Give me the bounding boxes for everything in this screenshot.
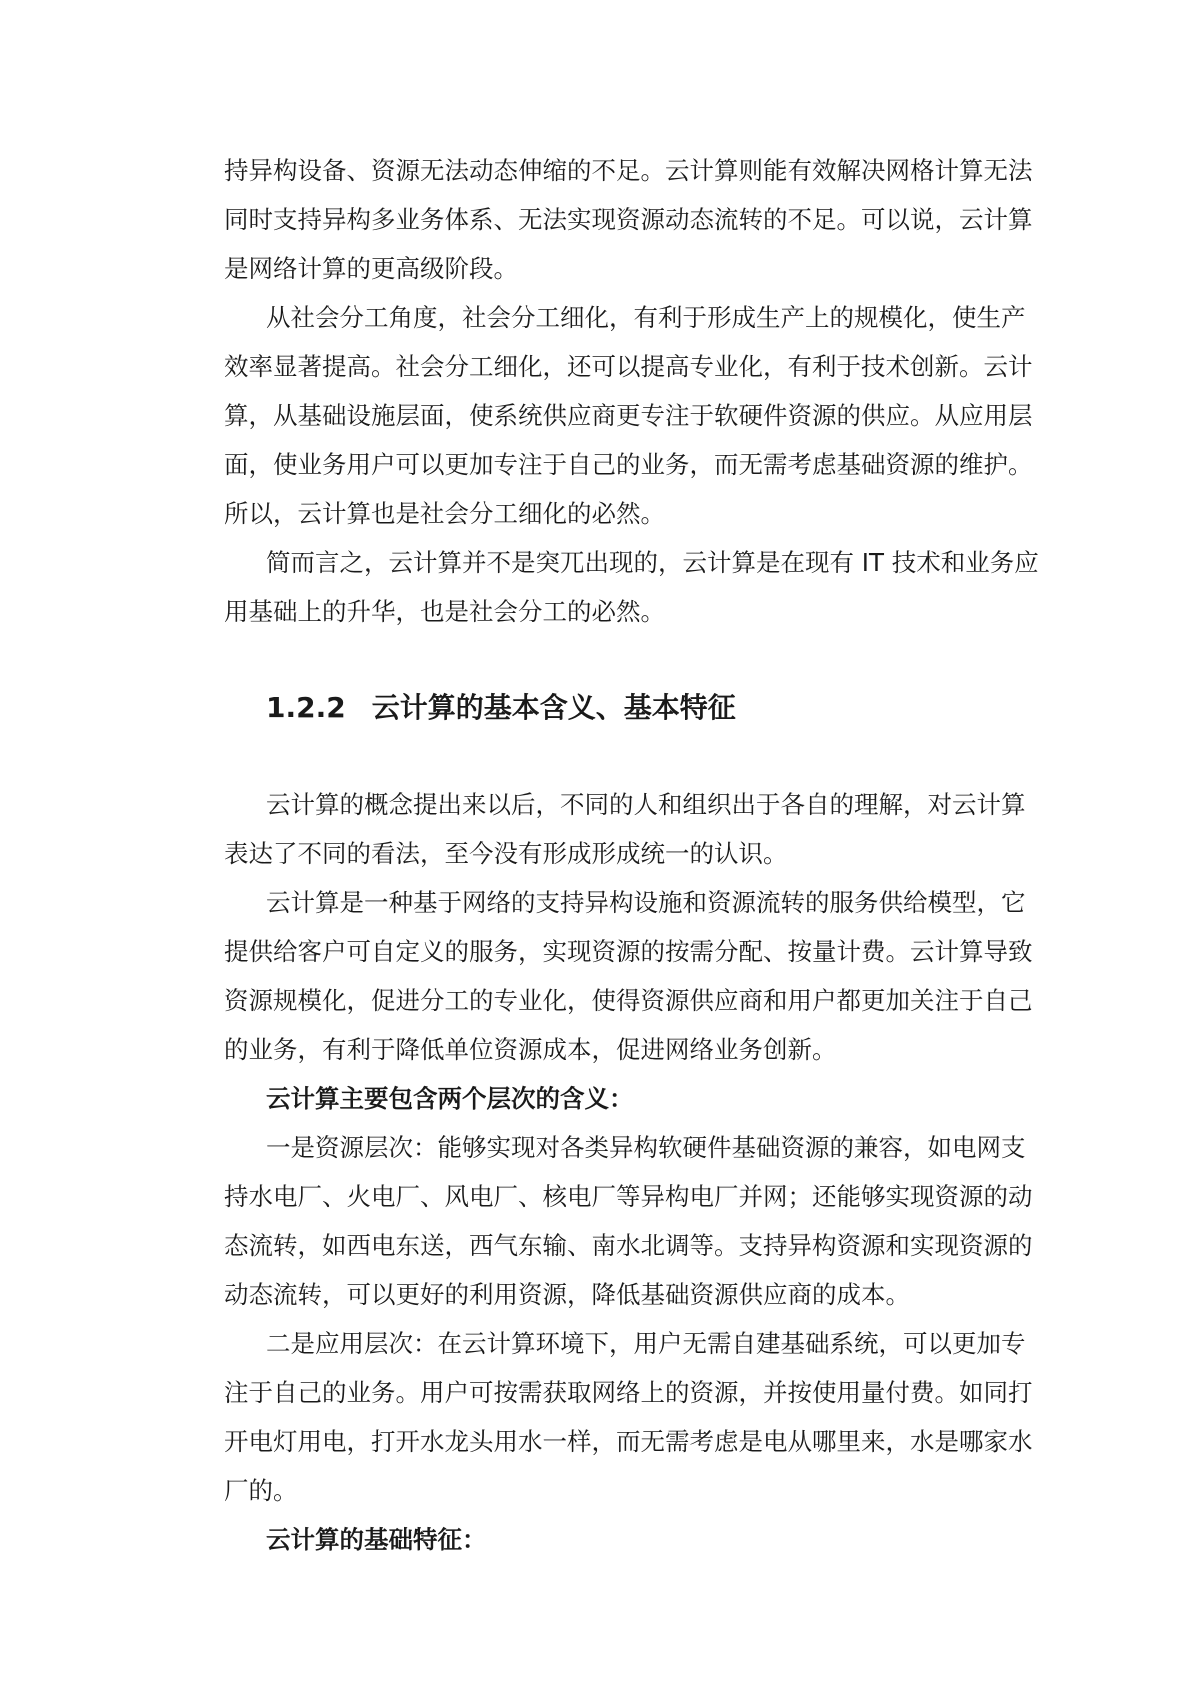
body-text-line: 开电灯用电，打开水龙头用水一样，而无需考虑是电从哪里来，水是哪家水 <box>224 1427 1033 1456</box>
body-text-line: 二是应用层次：在云计算环境下，用户无需自建基础系统，可以更加专 <box>266 1329 1026 1358</box>
body-text-line: 简而言之，云计算并不是突兀出现的，云计算是在现有 IT 技术和业务应 <box>266 548 1039 577</box>
body-text-line: 所以，云计算也是社会分工细化的必然。 <box>224 499 665 528</box>
body-text-line: 持异构设备、资源无法动态伸缩的不足。云计算则能有效解决网格计算无法 <box>224 156 1033 185</box>
body-text-line: 注于自己的业务。用户可按需获取网络上的资源，并按使用量付费。如同打 <box>224 1378 1033 1407</box>
body-text-line: 是网络计算的更高级阶段。 <box>224 254 518 283</box>
body-text-line: 态流转，如西电东送，西气东输、南水北调等。支持异构资源和实现资源的 <box>224 1231 1033 1260</box>
body-text-line: 效率显著提高。社会分工细化，还可以提高专业化，有利于技术创新。云计 <box>224 352 1033 381</box>
body-text-line: 用基础上的升华，也是社会分工的必然。 <box>224 597 665 626</box>
body-text-line: 持水电厂、火电厂、风电厂、核电厂等异构电厂并网；还能够实现资源的动 <box>224 1182 1033 1211</box>
body-text-line: 同时支持异构多业务体系、无法实现资源动态流转的不足。可以说，云计算 <box>224 205 1033 234</box>
bold-subheading: 云计算的基础特征： <box>266 1525 487 1554</box>
body-text-line: 云计算的概念提出来以后，不同的人和组织出于各自的理解，对云计算 <box>266 790 1026 819</box>
body-text-line: 厂的。 <box>224 1476 298 1505</box>
section-number: 1.2.2 <box>266 691 346 724</box>
bold-subheading: 云计算主要包含两个层次的含义： <box>266 1084 634 1113</box>
body-text-line: 面，使业务用户可以更加专注于自己的业务，而无需考虑基础资源的维护。 <box>224 450 1033 479</box>
body-text-line: 云计算是一种基于网络的支持异构设施和资源流转的服务供给模型，它 <box>266 888 1026 917</box>
body-text-line: 从社会分工角度，社会分工细化，有利于形成生产上的规模化，使生产 <box>266 303 1026 332</box>
body-text-line: 提供给客户可自定义的服务，实现资源的按需分配、按量计费。云计算导致 <box>224 937 1033 966</box>
body-text-line: 一是资源层次：能够实现对各类异构软硬件基础资源的兼容，如电网支 <box>266 1133 1026 1162</box>
body-text-line: 算，从基础设施层面，使系统供应商更专注于软硬件资源的供应。从应用层 <box>224 401 1033 430</box>
section-heading <box>266 690 736 726</box>
body-text-line: 表达了不同的看法，至今没有形成形成统一的认识。 <box>224 839 788 868</box>
body-text-line: 资源规模化，促进分工的专业化，使得资源供应商和用户都更加关注于自己 <box>224 986 1033 1015</box>
body-text-line: 的业务，有利于降低单位资源成本，促进网络业务创新。 <box>224 1035 837 1064</box>
body-text-line: 动态流转，可以更好的利用资源，降低基础资源供应商的成本。 <box>224 1280 910 1309</box>
section-title: 云计算的基本含义、基本特征 <box>371 691 736 724</box>
